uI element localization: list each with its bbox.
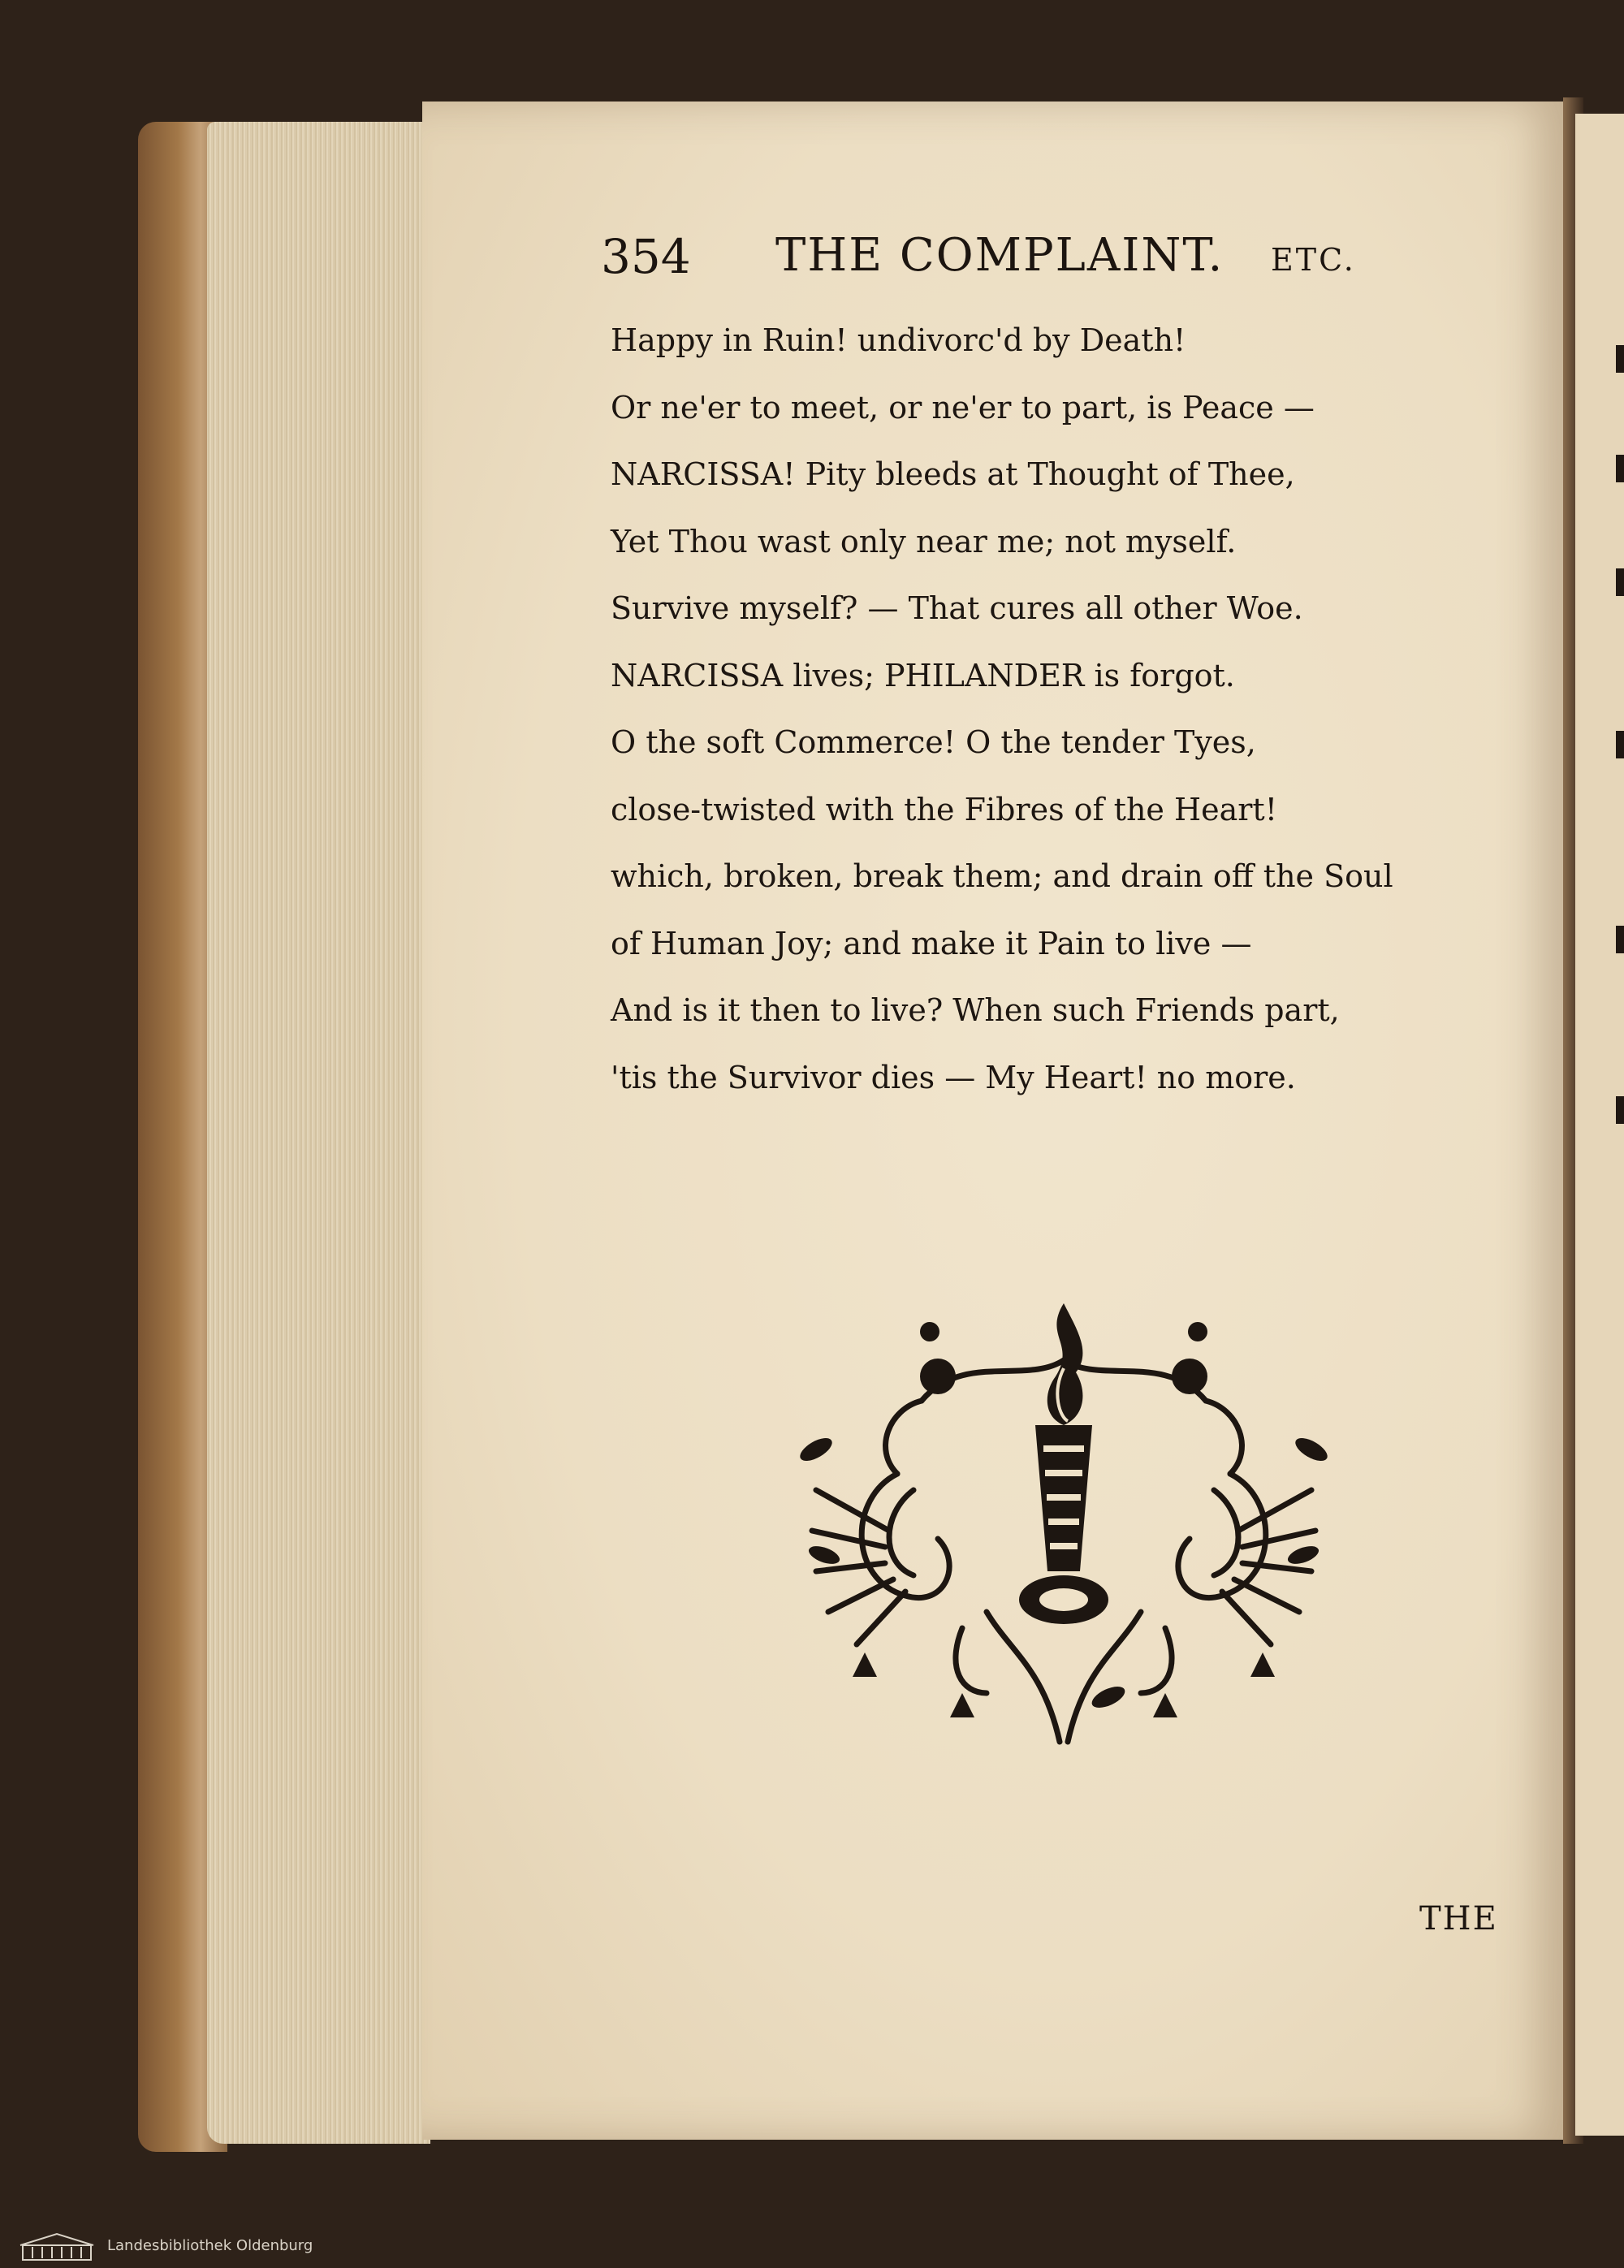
verse-line: And is it then to live? When such Friends part, bbox=[611, 992, 1340, 1028]
verse-line: O the soft Commerce! O the tender Tyes, bbox=[611, 724, 1256, 760]
page-number: 354 bbox=[601, 229, 691, 284]
catchword: THE bbox=[1419, 1900, 1498, 1938]
facing-page-glyph bbox=[1616, 731, 1624, 758]
verse-line: Happy in Ruin! undivorc'd by Death! bbox=[611, 322, 1186, 358]
verse-line: Yet Thou wast only near me; not myself. bbox=[611, 523, 1237, 559]
verse-line: of Human Joy; and make it Pain to live — bbox=[611, 925, 1252, 961]
facing-page-edge bbox=[1575, 114, 1624, 2136]
verse-line: close-twisted with the Fibres of the Heart! bbox=[611, 791, 1277, 827]
running-head bbox=[601, 229, 1372, 294]
facing-page-glyph bbox=[1616, 568, 1624, 596]
footer-bar bbox=[0, 2227, 1624, 2268]
running-title-suffix: ETC. bbox=[1271, 242, 1356, 278]
woodcut-ornament-icon bbox=[800, 1287, 1328, 1766]
verse-line: Or ne'er to meet, or ne'er to part, is Peace — bbox=[611, 389, 1315, 426]
library-building-logo-icon bbox=[16, 2231, 97, 2263]
running-title: THE COMPLAINT. bbox=[775, 229, 1224, 282]
facing-page-glyph bbox=[1616, 345, 1624, 373]
library-name: Landesbibliothek Oldenburg bbox=[107, 2237, 313, 2254]
facing-page-glyph bbox=[1616, 926, 1624, 953]
verse-line: 'tis the Survivor dies — My Heart! no more. bbox=[611, 1059, 1296, 1095]
verse-line: Survive myself? — That cures all other Woe. bbox=[611, 590, 1303, 626]
facing-page-glyph bbox=[1616, 455, 1624, 482]
verse-line: NARCISSA! Pity bleeds at Thought of Thee, bbox=[611, 456, 1295, 492]
verse-line: which, broken, break them; and drain off the Soul bbox=[611, 858, 1393, 894]
verse-block bbox=[611, 307, 1504, 1111]
facing-page-glyph bbox=[1616, 1096, 1624, 1124]
verse-line: NARCISSA lives; PHILANDER is forgot. bbox=[611, 657, 1235, 693]
page-block-edges bbox=[207, 122, 430, 2144]
